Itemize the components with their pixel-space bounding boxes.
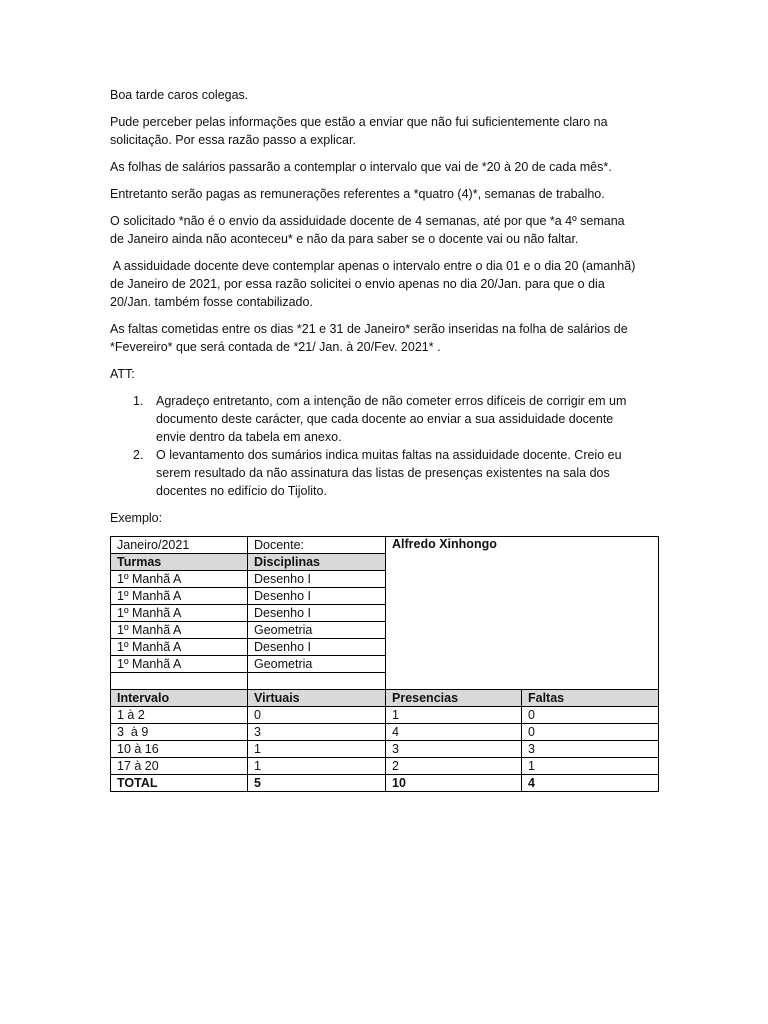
text-line: de Janeiro de 2021, por essa razão solicitei o envio apenas no dia 20/Jan. para que o dia bbox=[110, 277, 605, 291]
table-cell: Desenho I bbox=[248, 588, 386, 605]
table-row bbox=[111, 758, 659, 775]
text-line: 20/Jan. também fosse contabilizado. bbox=[110, 295, 313, 309]
table-cell: Geometria bbox=[248, 622, 386, 639]
text-line: Boa tarde caros colegas. bbox=[110, 88, 249, 102]
table-header-row bbox=[111, 690, 659, 707]
text-line: solicitação. Por essa razão passo a explicar. bbox=[110, 133, 356, 147]
table-cell: 3 bbox=[386, 741, 522, 758]
paragraph bbox=[110, 320, 670, 356]
table-cell: 1º Manhã A bbox=[111, 656, 248, 673]
table-row bbox=[111, 741, 659, 758]
table-header-cell: Faltas bbox=[522, 690, 659, 707]
docente-name-cell: Alfredo Xinhongo bbox=[386, 537, 659, 690]
list-item bbox=[110, 446, 670, 500]
total-cell: 10 bbox=[386, 775, 522, 792]
total-label-cell: TOTAL bbox=[111, 775, 248, 792]
table-row bbox=[111, 707, 659, 724]
table-cell: 0 bbox=[522, 707, 659, 724]
table-row bbox=[111, 724, 659, 741]
table-empty-cell bbox=[111, 673, 248, 690]
text-line: *Fevereiro* que será contada de *21/ Jan. à 20/Fev. 2021* . bbox=[110, 340, 441, 354]
table-cell: 4 bbox=[386, 724, 522, 741]
text-line: O levantamento dos sumários indica muitas faltas na assiduidade docente. Creio eu bbox=[156, 448, 622, 462]
text-line: As folhas de salários passarão a contemplar o intervalo que vai de *20 à 20 de cada mês*. bbox=[110, 160, 612, 174]
table-cell: Desenho I bbox=[248, 639, 386, 656]
attendance-table bbox=[110, 536, 659, 792]
docente-label-cell: Docente: bbox=[248, 537, 386, 554]
list-number: 1. bbox=[133, 394, 144, 408]
table-cell: 17 à 20 bbox=[111, 758, 248, 775]
list-number: 2. bbox=[133, 448, 144, 462]
table-header-cell: Turmas bbox=[111, 554, 248, 571]
text-line: documento deste carácter, que cada docente ao enviar a sua assiduidade docente bbox=[156, 412, 614, 426]
list-item bbox=[110, 392, 670, 446]
text-line: Exemplo: bbox=[110, 511, 163, 525]
table-cell: 3 à 9 bbox=[111, 724, 248, 741]
table-total-row bbox=[111, 775, 659, 792]
document-body bbox=[110, 86, 670, 536]
text-line: serem resultado da não assinatura das listas de presenças existentes na sala dos bbox=[156, 466, 610, 480]
paragraph bbox=[110, 113, 670, 149]
table-cell: 1 bbox=[386, 707, 522, 724]
total-cell: 4 bbox=[522, 775, 659, 792]
table-cell: 1 bbox=[522, 758, 659, 775]
table-cell: 1º Manhã A bbox=[111, 639, 248, 656]
numbered-list bbox=[110, 392, 670, 500]
table-cell: 2 bbox=[386, 758, 522, 775]
table-header-cell: Presencias bbox=[386, 690, 522, 707]
greeting-paragraph bbox=[110, 86, 670, 104]
table-cell: 1º Manhã A bbox=[111, 588, 248, 605]
table-cell: 0 bbox=[522, 724, 659, 741]
text-line: envie dentro da tabela em anexo. bbox=[156, 430, 342, 444]
table-cell: 0 bbox=[248, 707, 386, 724]
paragraph bbox=[110, 212, 670, 248]
text-line: ATT: bbox=[110, 367, 135, 381]
table-header-cell: Virtuais bbox=[248, 690, 386, 707]
total-cell: 5 bbox=[248, 775, 386, 792]
text-line: O solicitado *não é o envio da assiduidade docente de 4 semanas, até por que *a 4º semana bbox=[110, 214, 625, 228]
paragraph bbox=[110, 158, 670, 176]
table-cell: 1º Manhã A bbox=[111, 605, 248, 622]
table-cell: Geometria bbox=[248, 656, 386, 673]
table-cell: 1 à 2 bbox=[111, 707, 248, 724]
month-cell: Janeiro/2021 bbox=[111, 537, 248, 554]
table-cell: 1 bbox=[248, 758, 386, 775]
text-line: de Janeiro ainda não aconteceu* e não da para saber se o docente vai ou não faltar. bbox=[110, 232, 579, 246]
table-cell: 1º Manhã A bbox=[111, 622, 248, 639]
table-cell: Desenho I bbox=[248, 605, 386, 622]
table-cell: 1º Manhã A bbox=[111, 571, 248, 588]
text-line: docentes no edifício do Tijolito. bbox=[156, 484, 327, 498]
table-header-cell: Intervalo bbox=[111, 690, 248, 707]
table-empty-cell bbox=[248, 673, 386, 690]
text-line: Entretanto serão pagas as remunerações referentes a *quatro (4)*, semanas de trabalho. bbox=[110, 187, 605, 201]
table-row bbox=[111, 537, 659, 554]
text-line: Agradeço entretanto, com a intenção de não cometer erros difíceis de corrigir em um bbox=[156, 394, 627, 408]
table-cell: 10 à 16 bbox=[111, 741, 248, 758]
table-cell: 1 bbox=[248, 741, 386, 758]
text-line: A assiduidade docente deve contemplar apenas o intervalo entre o dia 01 e o dia 20 (amanhã) bbox=[110, 259, 636, 273]
paragraph bbox=[110, 257, 670, 311]
text-line: Pude perceber pelas informações que estão a enviar que não fui suficientemente claro na bbox=[110, 115, 608, 129]
table-cell: 3 bbox=[248, 724, 386, 741]
paragraph bbox=[110, 185, 670, 203]
table-cell: Desenho I bbox=[248, 571, 386, 588]
example-label bbox=[110, 509, 670, 527]
att-label bbox=[110, 365, 670, 383]
text-line: As faltas cometidas entre os dias *21 e 31 de Janeiro* serão inseridas na folha de salários de bbox=[110, 322, 628, 336]
table-header-cell: Disciplinas bbox=[248, 554, 386, 571]
table-cell: 3 bbox=[522, 741, 659, 758]
